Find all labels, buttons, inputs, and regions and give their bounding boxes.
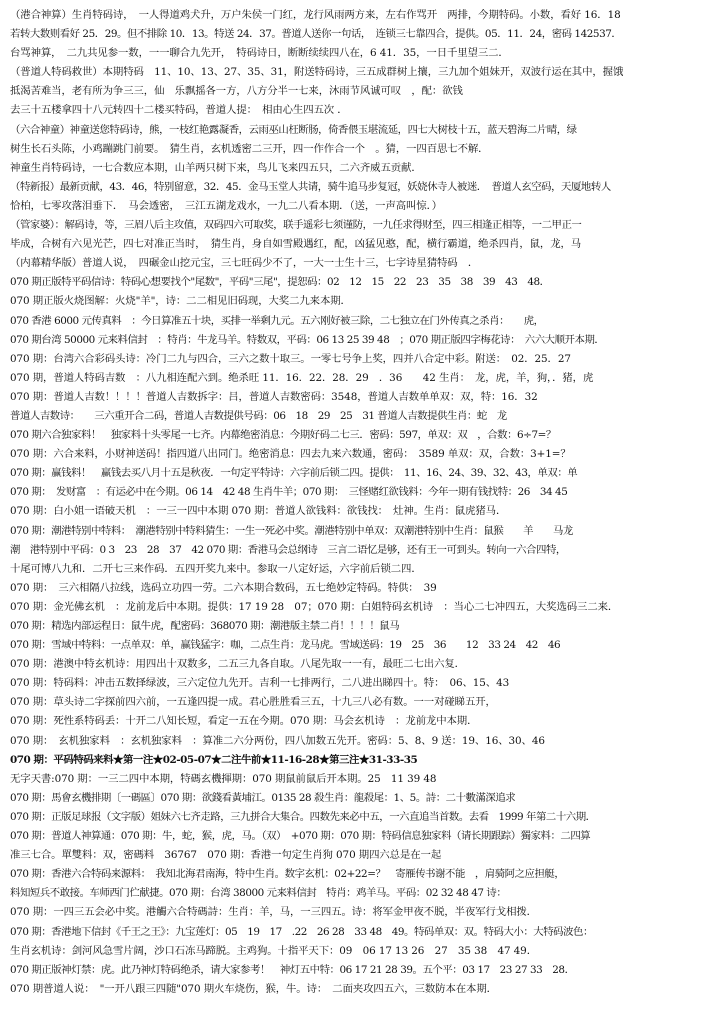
text-line: 070 期，普道人特码吉数 ：八九相连配六到。绝杀旺 11．16．22．28．29 ．36 42 生肖： 龙，虎，羊，狗，．猪，虎	[10, 371, 594, 384]
text-line: 070 期：六合来料，小财神送码！指四道八出同门。绝密消息：四去九来六数通，密码： 3589 单双：双，合数：3+1=？	[10, 448, 571, 461]
text-line: 准三七合。單雙料：双，密碼料 36767 070 期：香港一句定生肖狗 070 期四六总是在一起	[10, 849, 442, 862]
text-line: 生肖玄机诗：剑河风急雪片阔，沙口石冻马蹄脱。主鸡狗。十指平天下：09 06 17 13 26 27 35 38 47 49．	[10, 944, 537, 957]
text-line: 070 期：白小姐一语破天机 ：一三一四中本期 070 期：普道人欲钱料：欲钱找： 灶神。生肖：鼠虎猪马．	[10, 505, 507, 518]
text-line: 070 期：一四三五会必中奖。港觸六合特碼詩：生肖：羊，马，一三四五。诗：将军金甲夜不脱，半夜军行戈相拨．	[10, 906, 537, 919]
text-line: 070 期：台湾六合彩码头诗：冷门二九与四合，三六之数十取三。一零七号争上奖，四并八合定中彩。附送： 02．25．27	[10, 352, 571, 365]
text-line: 070 期：普道人吉数！！！！普道人吉数拆字：吕，普道人吉数密码：3548，普道人吉数单单双：双，特：16．32	[10, 390, 538, 403]
text-line: 若转大数则看好 25．29。但不排除 10．13。特送 24．37。普道人送你一句话， 连锁三七靠四合，提供。05．11．24，密码 142537．	[10, 28, 622, 41]
text-line: 070 期：正版足球报（文字版）姐妹六七齐走路，三九拼合大集合。四数先来必中五，一六直追当首数。去看 1999 年第二十六期．	[10, 810, 596, 823]
text-line: 070 期正版特平码信诗：特码心想要找个"尾数"，平码"三尾"，提恕码：02 12 15 22 23 35 38 39 43 48．	[10, 276, 550, 289]
text-line: 070 期：香港六合特码来源料： 我知北海君南海，特中生肖。数字玄机：02+22=？ 寄雁传书谢不能 ，肩骑阿之应担艇，	[10, 868, 565, 881]
text-line: 070 期： 玄机独家料 ：玄机独家料 ：算准二六分两份，四八加数五先开。密码：5、8、9 送：19、16、30、46	[10, 734, 545, 747]
text-line: 台骂神算， 二九共见参一数，一一聊合九先开， 特码诗日，断断续续四八在，6 41．35，一日千里望三二．	[10, 47, 509, 60]
text-line: 去三十五楼拿四十八元转四十二楼买特码，普道人提： 相由心生四五次 ．	[10, 104, 348, 117]
text-line: 料知短兵不敢接。车师西门伫献捷。070 期：台湾 38000 元来料信封 特肖：鸡羊马。平码：02 32 48 47 诗：	[10, 887, 507, 900]
text-line: 070 期正版火烧图解：火烧"羊"，诗：二二相见旧码现，大奖二九来本期．	[10, 295, 351, 308]
text-line: 070 期：金光佛玄机 ：龙前龙后中本期。提供：17 19 28 07；070 期：白姐特码玄机诗 ：当心二七冲四五，大奖选码三二来．	[10, 600, 619, 613]
text-line: 恰柏，七零攻落泪垂下． 马会透密， 三江五湖龙戏水，一九二八看本期．（送，一声高叫惊．）	[10, 199, 442, 212]
text-line: 070 期：香港地下信封《千王之王》：九宝莲灯：05 19 17 .22 26 28 33 48 49。特码单双：双。特码大小：大特码波色：	[10, 925, 593, 938]
text-line: 070 香港 6000 元传真料 ：今日算准五十块，买排一举剩九元。五六刚好被三除，二七独立在门外传真之杀肖： 虎，	[10, 314, 544, 327]
text-line: 070 期：雪域中特料：一点单双：单，赢钱猛字：咖，二点生肖：龙马虎。雪域送码：19 25 36 12 33 24 42 46	[10, 639, 561, 652]
text-line: （管家婆）：解码诗，等，三眉八后主攻值，双码四六可取奖，联手遥彩七须谨防，一九任求得财至，四三相逢正相等，一二甲正一	[10, 219, 582, 232]
text-line: 十尾可博八九和．二开七三来作码．五四开奖九来中。参取一八定好运，六字前后锁二四．	[10, 562, 422, 575]
text-line: 070 期：馬會玄機排期〔一碼區〕070 期：欲錢看黃埔江。0135 28 殺生肖：龍殺尾：1、5。詩：二十數滿深追求	[10, 791, 516, 804]
text-line: 070 期： 三六相隔八拉线，选码立功四一劳。二六本期合数码，五七绝妙定特码。特供： 39	[10, 581, 437, 594]
text-line: 070 期：特码料：冲击五数择绿波，三六定位九先开。吉利一七排两行，二八进出睇四十。特： 06、15、43	[10, 677, 510, 690]
text-line: 070 期：平码特码来料★第一注★02-05-07★二注牛前★11-16-28★第三注★31-33-35	[10, 753, 418, 766]
text-line: 070 期：普道人神算通：070 期：牛，蛇，猴，虎，马。（双） +070 期：070 期：特码信息独家料（请长期跟踪）獨家料：二四算	[10, 830, 591, 843]
text-line: 070 期台湾 50000 元来料信封 ：特肖：牛龙马羊。特数双，平码：06 13 25 39 48 ；070 期正版四字梅花诗： 六六大顺开本期．	[10, 333, 605, 346]
text-line: （特新报）最新贡献，43．46，特别留意，32．45．金马玉堂人共请，骑牛追马步复冠，妖娆休寺人被迷． 普道人玄空码，天厦地转人	[10, 180, 611, 193]
text-line: 070 期：潮港特别中特料： 潮港特别中特料猜生：一生一死必中奖。潮港特别中单双：双潮港特别中生肖：鼠猴 羊 马龙	[10, 524, 573, 537]
text-line: （内幕精华版）普道人说， 四碾金山挖元宝，三七旺码少不了，一大一士生十三，七字诗星猜特码 ．	[10, 257, 479, 270]
text-line: 毕成，合树有六见光芒，四七对准正当时， 猜生肖，身自如雪殿遇红，配，凶猛见憨，配，横行霸道，绝杀四肖，鼠，龙，马	[10, 238, 582, 251]
text-line: 潮 港特别中平码：0 3 23 28 37 42 070 期：香港马会总纲诗 三言二语忆是够，还有王一可到头。转向一六合四特，	[10, 543, 566, 556]
text-line: （港合神算）生肖特码诗， 一人得道鸡犬升，万户朱侯一门红，龙行风雨两方来，左右作骂开 两排，今期特码。小数，看好 16．18	[10, 9, 621, 21]
text-line: （普道人特码救世）本期特码 11、10、13、27、35、31，附送特码诗，三五成群树上攘，三九加个姐妹开，双波行运在其中，握饿	[10, 66, 624, 79]
text-line: 070 期普道人说： "一开八跟三四随"070 期火车烧伤，猴，牛。诗： 二面夹攻四五六，三数防本在本期．	[10, 982, 497, 995]
text-line: 抵渴苦难当，老有所为争三三，仙 乐飘摇各一方，八方分半一七来，沐雨节风诚可叹 ，配：欲钱	[10, 85, 463, 98]
text-line: 070 期：死性系特码丢：十开二八知长短，看定一五在今期。070 期：马会玄机诗 ：龙前龙中本期．	[10, 715, 478, 728]
text-line: 070 期：赢钱料！ 赢钱去买八月十五是秋夜．一句定平特诗：六字前后锁二四。提供： 11、16、24、39、32、43，单双：单	[10, 467, 578, 480]
text-line: （六合神童）神童送您特码诗，熊，一枝红艳露凝香，云雨巫山枉断肠，倚香偎玉堪流延，四七大树枝十五，蓝天碧海二片晴，绿	[10, 123, 577, 136]
text-line: 070 期正版神灯禁：虎。此乃神灯特码绝杀，请大家参考！ 神灯五中特：06 17 21 28 39。五个平：03 17 23 27 33 28．	[10, 963, 575, 976]
text-line: 070 期：精选内部运程日：鼠牛虎，配密码：368070 期：潮港版主禁二肖！！！！鼠马	[10, 620, 400, 632]
text-line: 神童生肖特码诗，一七合数应本期，山羊两只树下来，鸟儿飞来四五只，二六齐威五贡献．	[10, 161, 422, 174]
text-line: 树生长石头陈，小鸡蹦跳门前要。 猜生肖，玄机透密二三开，四一作作合一个 。猜，一四百思七不解．	[10, 142, 489, 155]
text-line: 070 期：港澳中特玄机诗：用四出十双数多，二五三九各自取。八尾先取一一有，最旺二七出六复．	[10, 658, 465, 671]
text-line: 无字天書:070 期：一三二四中本期，特碼玄機揮期：070 期鼠前鼠后开本期。25 11 39 48	[10, 772, 437, 785]
text-line: 070 期六合独家料！ 独家料十头零尾一七齐。内幕绝密消息：今期好码二七三．密码：597，单双：双 ，合数：6÷7=？	[10, 429, 556, 442]
text-line: 普道人吉数诗： 三六重开合二码，普道人吉数提供号码：06 18 29 25 31 普道人吉数提供生肖：蛇 龙	[10, 409, 507, 422]
text-line: 070 期： 发财富 ：有运必中在今期。06 14 42 48 生肖牛羊；070 期： 三怪赌红欲钱料：今年一期有钱找特：26 34 45	[10, 486, 568, 499]
text-line: 070 期：草头诗二字探前四六前，一五逢四提一成。君心胜胜看三五，十九三八必有数。一一对碰睇五开，	[10, 696, 496, 709]
